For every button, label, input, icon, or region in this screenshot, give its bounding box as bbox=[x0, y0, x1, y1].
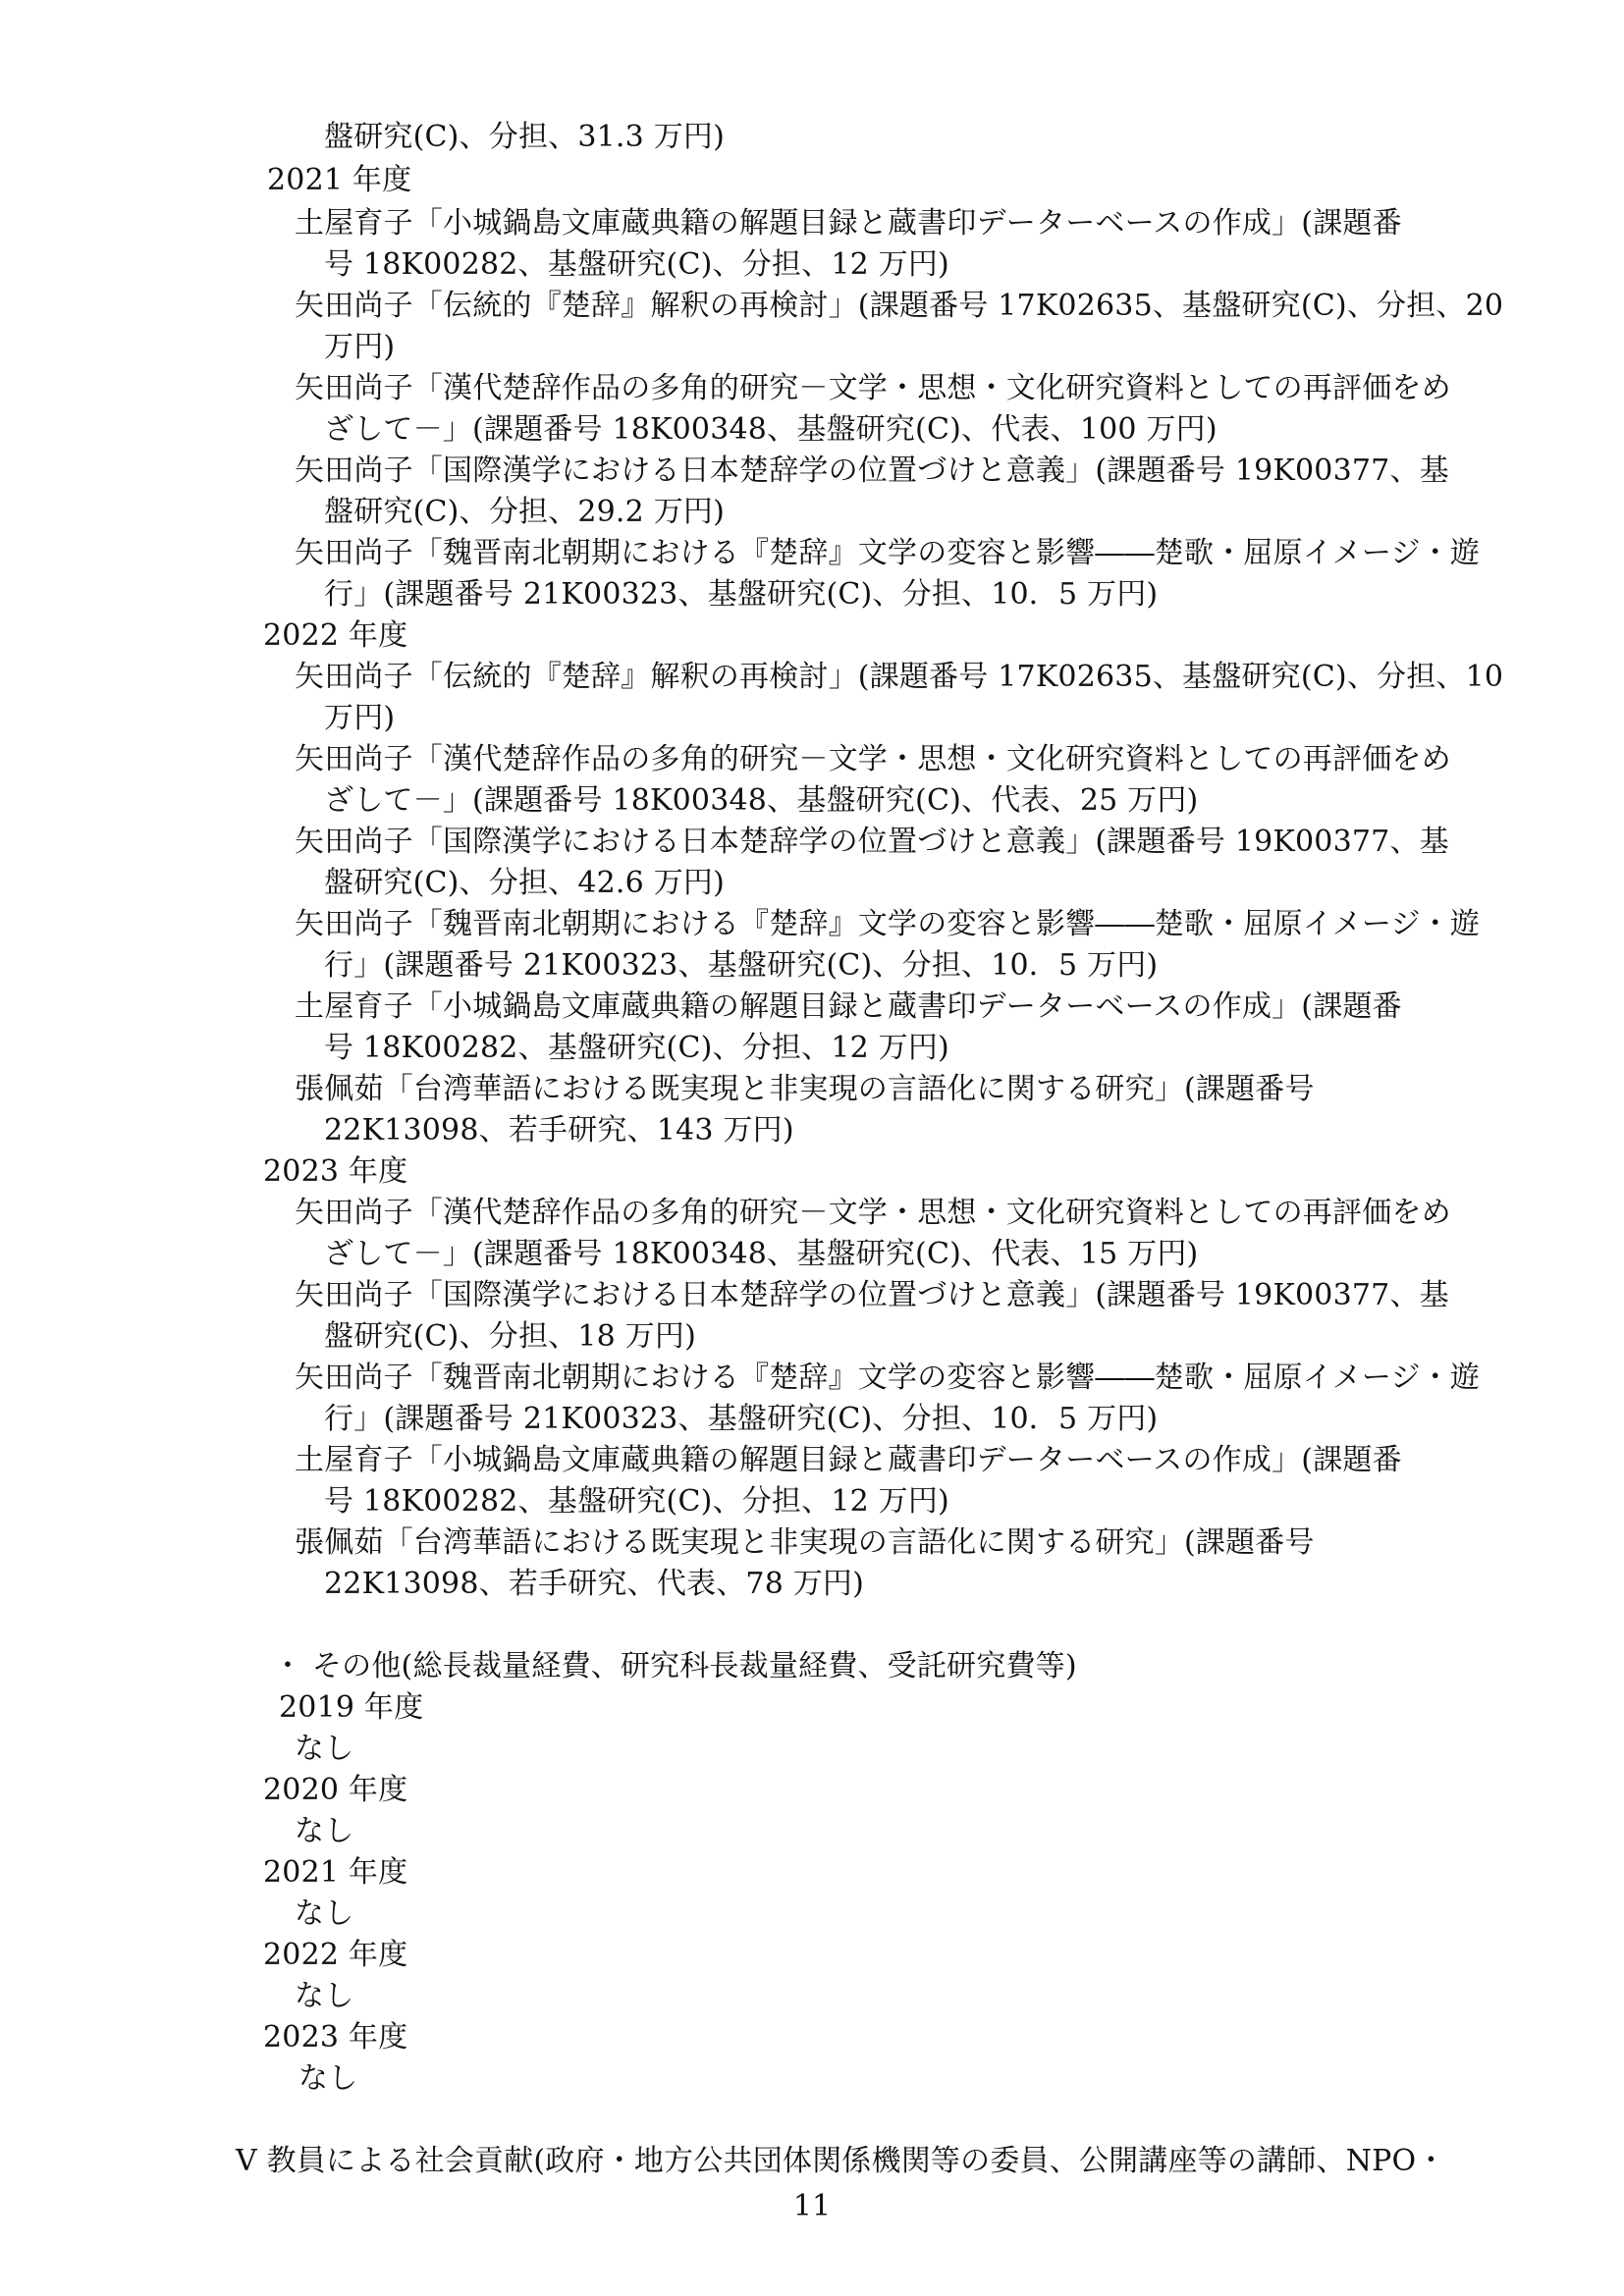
grant-entry: 矢田尚子「漢代楚辞作品の多角的研究－文学・思想・文化研究資料としての再評価をめ bbox=[295, 371, 1451, 405]
none-text: なし bbox=[295, 1732, 354, 1766]
grant-entry-continuation: 盤研究(C)、分担、29.2 万円) bbox=[324, 495, 725, 529]
none-text: なし bbox=[295, 1979, 354, 2013]
grant-entry-continuation: 万円) bbox=[324, 701, 396, 735]
year-heading: 2022 年度 bbox=[263, 618, 408, 653]
grant-entry: 張佩茹「台湾華語における既実現と非実現の言語化に関する研究」(課題番号 bbox=[295, 1525, 1315, 1560]
grant-entry: 土屋育子「小城鍋島文庫蔵典籍の解題目録と蔵書印データーベースの作成」(課題番 bbox=[295, 989, 1402, 1024]
grant-entry: 土屋育子「小城鍋島文庫蔵典籍の解題目録と蔵書印データーベースの作成」(課題番 bbox=[295, 1443, 1402, 1477]
grant-entry-continuation: 号 18K00282、基盤研究(C)、分担、12 万円) bbox=[324, 247, 949, 282]
grant-entry: 矢田尚子「伝統的『楚辞』解釈の再検討」(課題番号 17K02635、基盤研究(C)、分担、10 bbox=[295, 660, 1504, 694]
grant-entry-continuation: 22K13098、若手研究、代表、78 万円) bbox=[324, 1567, 865, 1601]
grant-entry-continuation: 行」(課題番号 21K00323、基盤研究(C)、分担、10．5 万円) bbox=[324, 577, 1159, 612]
section-heading: Ⅴ 教員による社会貢献(政府・地方公共団体関係機関等の委員、公開講座等の講師、NPO・ bbox=[236, 2144, 1446, 2178]
grant-entry: 矢田尚子「魏晋南北朝期における『楚辞』文学の変容と影響――楚歌・屈原イメージ・遊 bbox=[295, 1361, 1481, 1395]
year-heading: 2020 年度 bbox=[263, 1773, 408, 1807]
grant-entry: 矢田尚子「国際漢学における日本楚辞学の位置づけと意義」(課題番号 19K00377、基 bbox=[295, 825, 1449, 859]
grant-entry: 矢田尚子「国際漢学における日本楚辞学の位置づけと意義」(課題番号 19K00377、基 bbox=[295, 1278, 1449, 1312]
grant-entry-continuation: 盤研究(C)、分担、42.6 万円) bbox=[324, 866, 725, 900]
grant-entry-continuation: ざして－」(課題番号 18K00348、基盤研究(C)、代表、15 万円) bbox=[324, 1237, 1199, 1271]
year-heading: 2021 年度 bbox=[263, 1855, 408, 1890]
year-heading: 2019 年度 bbox=[279, 1690, 424, 1725]
grant-entry-continuation: 号 18K00282、基盤研究(C)、分担、12 万円) bbox=[324, 1484, 949, 1519]
none-text: なし bbox=[295, 1896, 354, 1931]
grant-entry-continuation: 盤研究(C)、分担、18 万円) bbox=[324, 1319, 696, 1354]
page-number: 11 bbox=[792, 2189, 832, 2223]
grant-entry-continuation: 万円) bbox=[324, 330, 396, 364]
grant-entry-continuation: 行」(課題番号 21K00323、基盤研究(C)、分担、10．5 万円) bbox=[324, 948, 1159, 983]
grant-entry: 矢田尚子「国際漢学における日本楚辞学の位置づけと意義」(課題番号 19K00377、基 bbox=[295, 454, 1449, 488]
none-text: なし bbox=[298, 2061, 358, 2096]
grant-entry-continuation: 号 18K00282、基盤研究(C)、分担、12 万円) bbox=[324, 1031, 949, 1065]
grant-entry: 矢田尚子「漢代楚辞作品の多角的研究－文学・思想・文化研究資料としての再評価をめ bbox=[295, 1196, 1451, 1230]
grant-entry: 矢田尚子「魏晋南北朝期における『楚辞』文学の変容と影響――楚歌・屈原イメージ・遊 bbox=[295, 536, 1481, 570]
grant-entry-continuation: 行」(課題番号 21K00323、基盤研究(C)、分担、10．5 万円) bbox=[324, 1402, 1159, 1436]
year-heading: 2023 年度 bbox=[263, 2020, 408, 2055]
grant-entry: 矢田尚子「伝統的『楚辞』解釈の再検討」(課題番号 17K02635、基盤研究(C)、分担、20 bbox=[295, 289, 1504, 323]
grant-entry: 矢田尚子「漢代楚辞作品の多角的研究－文学・思想・文化研究資料としての再評価をめ bbox=[295, 742, 1451, 776]
grant-entry-continuation: ざして－」(課題番号 18K00348、基盤研究(C)、代表、100 万円) bbox=[324, 412, 1218, 447]
grant-entry: 張佩茹「台湾華語における既実現と非実現の言語化に関する研究」(課題番号 bbox=[295, 1072, 1315, 1106]
grant-entry: 土屋育子「小城鍋島文庫蔵典籍の解題目録と蔵書印データーベースの作成」(課題番 bbox=[295, 206, 1402, 240]
none-text: なし bbox=[295, 1814, 354, 1848]
grant-entry-continuation: ざして－」(課題番号 18K00348、基盤研究(C)、代表、25 万円) bbox=[324, 783, 1199, 818]
text-line: 盤研究(C)、分担、31.3 万円) bbox=[324, 120, 725, 154]
year-heading: 2023 年度 bbox=[263, 1154, 408, 1189]
grant-entry: 矢田尚子「魏晋南北朝期における『楚辞』文学の変容と影響――楚歌・屈原イメージ・遊 bbox=[295, 907, 1481, 941]
year-heading: 2022 年度 bbox=[263, 1938, 408, 1972]
section-bullet-heading: ・ その他(総長裁量経費、研究科長裁量経費、受託研究費等) bbox=[273, 1649, 1077, 1683]
grant-entry-continuation: 22K13098、若手研究、143 万円) bbox=[324, 1113, 794, 1148]
year-heading: 2021 年度 bbox=[267, 163, 412, 197]
